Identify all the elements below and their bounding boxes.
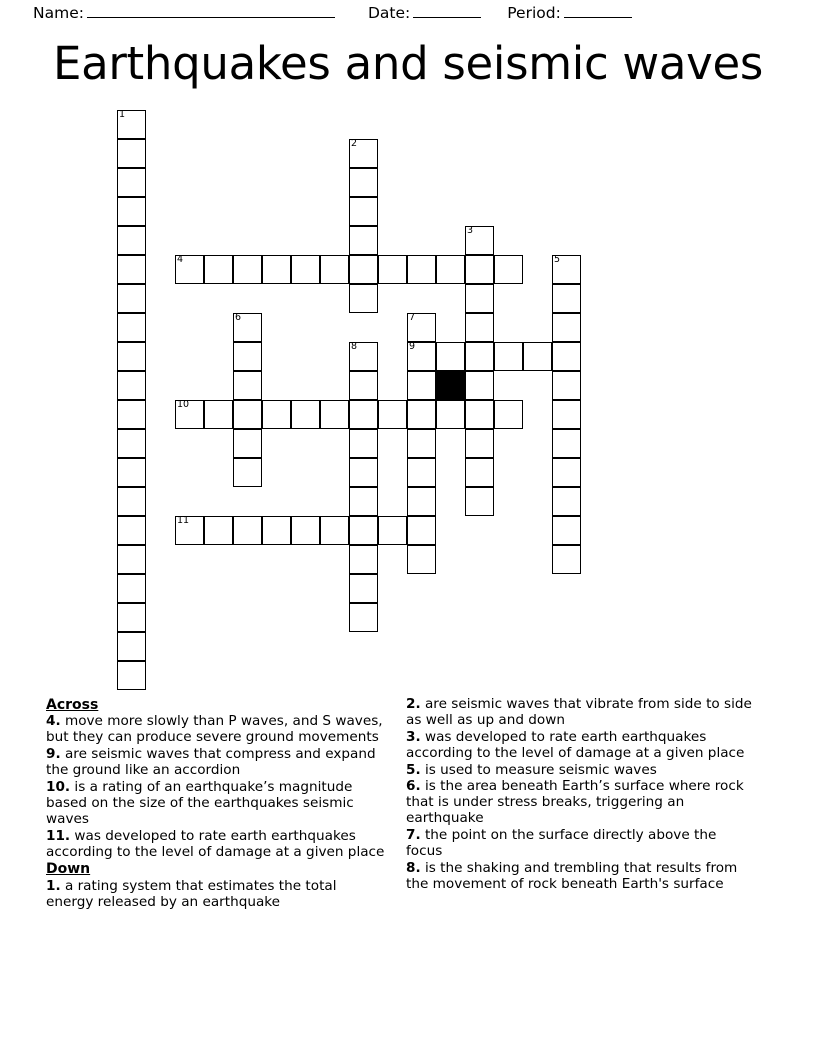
date-label: Date: [367, 4, 411, 22]
clue-number: 4. [46, 713, 61, 730]
grid-cell[interactable] [552, 429, 581, 458]
clue-number: 1. [46, 877, 61, 894]
clue-text: is the shaking and trembling that results from the movement of rock beneath Earth's surface [406, 859, 738, 892]
grid-cell[interactable] [552, 458, 581, 487]
grid-cell[interactable] [117, 255, 146, 284]
grid-cell[interactable] [349, 168, 378, 197]
grid-cell[interactable] [349, 400, 378, 429]
grid-cell-number: 2 [351, 138, 358, 149]
grid-cell-number: 1 [119, 109, 126, 120]
clue-number: 5. [406, 761, 421, 778]
clue-number: 2. [406, 696, 421, 712]
grid-cell-number: 6 [235, 312, 242, 323]
grid-cell[interactable] [320, 400, 349, 429]
clue-down-8 [406, 861, 756, 893]
grid-cell[interactable] [175, 400, 204, 429]
clue-across-10 [46, 780, 386, 828]
grid-cell[interactable] [465, 429, 494, 458]
grid-cell[interactable] [233, 516, 262, 545]
grid-cell[interactable] [407, 516, 436, 545]
page-title: Earthquakes and seismic waves [52, 37, 764, 90]
grid-cell[interactable] [349, 371, 378, 400]
down-clue-list-right [406, 697, 756, 893]
grid-cell[interactable] [204, 255, 233, 284]
clue-text: are seismic waves that vibrate from side to side as well as up and down [406, 696, 752, 728]
grid-cell[interactable] [117, 574, 146, 603]
grid-cell[interactable] [552, 313, 581, 342]
grid-cell[interactable] [465, 284, 494, 313]
clue-text: a rating system that estimates the total energy released by an earthquake [46, 877, 337, 910]
grid-cell[interactable] [436, 400, 465, 429]
grid-cell[interactable] [233, 429, 262, 458]
clue-text: move more slowly than P waves, and S waves, but they can produce severe ground movements [46, 713, 383, 746]
clue-down-3 [406, 730, 756, 762]
grid-cell[interactable] [465, 255, 494, 284]
clue-text: was developed to rate earth earthquakes according to the level of damage at a given place [46, 827, 385, 860]
grid-cell-number: 4 [177, 254, 184, 265]
grid-cell[interactable] [262, 516, 291, 545]
name-label: Name: [33, 4, 84, 22]
grid-cell[interactable] [117, 458, 146, 487]
grid-cell[interactable] [494, 400, 523, 429]
grid-cell[interactable] [320, 255, 349, 284]
grid-cell[interactable] [465, 226, 494, 255]
grid-cell[interactable] [349, 458, 378, 487]
clue-text: are seismic waves that compress and expand the ground like an accordion [46, 746, 376, 779]
grid-cell[interactable] [349, 429, 378, 458]
grid-cell[interactable] [233, 458, 262, 487]
grid-cell[interactable] [117, 429, 146, 458]
grid-cell[interactable] [436, 342, 465, 371]
period-label: Period: [507, 4, 561, 22]
grid-cell[interactable] [349, 545, 378, 574]
grid-cell-number: 9 [409, 341, 416, 352]
grid-cell[interactable] [117, 487, 146, 516]
clue-number: 7. [406, 827, 421, 844]
grid-cell[interactable] [407, 545, 436, 574]
grid-cell[interactable] [175, 516, 204, 545]
grid-cell[interactable] [465, 313, 494, 342]
grid-cell[interactable] [262, 400, 291, 429]
grid-cell[interactable] [407, 400, 436, 429]
grid-cell[interactable] [552, 371, 581, 400]
clue-down-6 [406, 779, 756, 827]
grid-cell[interactable] [117, 110, 146, 139]
down-clue-list-left [46, 879, 386, 911]
clue-text: is a rating of an earthquake’s magnitude based on the size of the earthquakes seismic waves [46, 778, 354, 827]
grid-cell[interactable] [320, 516, 349, 545]
clues-right-column [406, 697, 756, 894]
grid-cell[interactable] [233, 255, 262, 284]
grid-cell[interactable] [117, 226, 146, 255]
clue-number: 6. [406, 778, 421, 795]
grid-cell[interactable] [291, 516, 320, 545]
grid-cell[interactable] [233, 313, 262, 342]
grid-cell[interactable] [204, 400, 233, 429]
grid-cell[interactable] [117, 603, 146, 632]
grid-cell[interactable] [465, 487, 494, 516]
grid-cell[interactable] [378, 516, 407, 545]
grid-cell[interactable] [465, 400, 494, 429]
clue-text: is used to measure seismic waves [420, 761, 657, 778]
grid-cell-blocked [436, 371, 465, 400]
grid-cell[interactable] [117, 400, 146, 429]
grid-cell[interactable] [552, 400, 581, 429]
clues-left-column [46, 697, 386, 912]
clue-down-7 [406, 828, 756, 860]
grid-cell[interactable] [349, 139, 378, 168]
grid-cell[interactable] [349, 226, 378, 255]
grid-cell[interactable] [233, 371, 262, 400]
grid-cell[interactable] [349, 516, 378, 545]
grid-cell[interactable] [117, 371, 146, 400]
grid-cell[interactable] [465, 458, 494, 487]
grid-cell[interactable] [552, 255, 581, 284]
grid-cell-number: 7 [409, 312, 416, 323]
clue-across-9 [46, 747, 386, 779]
grid-cell[interactable] [233, 400, 262, 429]
grid-cell[interactable] [349, 487, 378, 516]
grid-cell[interactable] [436, 255, 465, 284]
grid-cell[interactable] [117, 632, 146, 661]
clue-across-11 [46, 829, 386, 861]
grid-cell[interactable] [117, 545, 146, 574]
grid-cell[interactable] [494, 342, 523, 371]
grid-cell[interactable] [465, 371, 494, 400]
clue-across-4 [46, 714, 386, 746]
grid-cell[interactable] [233, 342, 262, 371]
grid-cell[interactable] [117, 168, 146, 197]
grid-cell[interactable] [552, 284, 581, 313]
grid-cell[interactable] [117, 661, 146, 690]
grid-cell[interactable] [523, 342, 552, 371]
grid-cell[interactable] [378, 255, 407, 284]
grid-cell[interactable] [117, 197, 146, 226]
grid-cell-number: 10 [177, 399, 190, 410]
grid-cell[interactable] [494, 255, 523, 284]
clue-down-2 [406, 697, 756, 729]
clue-text: was developed to rate earth earthquakes according to the level of damage at a given place [406, 728, 745, 761]
grid-cell[interactable] [117, 139, 146, 168]
grid-cell[interactable] [552, 545, 581, 574]
grid-cell[interactable] [465, 342, 494, 371]
grid-cell[interactable] [291, 255, 320, 284]
clue-number: 3. [406, 728, 421, 745]
clue-down-5 [406, 763, 756, 779]
grid-cell[interactable] [117, 313, 146, 342]
down-heading: Down [46, 861, 91, 878]
clue-down-1 [46, 879, 386, 911]
grid-cell[interactable] [407, 255, 436, 284]
clue-text: is the area beneath Earth’s surface where rock that is under stress breaks, triggering an earthquake [406, 778, 744, 827]
grid-cell[interactable] [407, 313, 436, 342]
clue-number: 8. [406, 859, 421, 876]
grid-cell[interactable] [349, 603, 378, 632]
clue-number: 10. [46, 778, 71, 795]
grid-cell[interactable] [552, 487, 581, 516]
grid-cell[interactable] [175, 255, 204, 284]
grid-cell[interactable] [407, 342, 436, 371]
grid-cell[interactable] [552, 342, 581, 371]
grid-cell-number: 8 [351, 341, 358, 352]
grid-cell-number: 5 [554, 254, 561, 265]
grid-cell[interactable] [117, 342, 146, 371]
grid-cell[interactable] [204, 516, 233, 545]
clue-text: the point on the surface directly above the focus [406, 827, 717, 860]
across-clue-list [46, 714, 386, 860]
grid-cell[interactable] [291, 400, 320, 429]
grid-cell-number: 11 [177, 515, 190, 526]
clue-number: 9. [46, 746, 61, 763]
grid-cell[interactable] [349, 342, 378, 371]
grid-cell[interactable] [407, 371, 436, 400]
grid-cell[interactable] [262, 255, 291, 284]
grid-cell-number: 3 [467, 225, 474, 236]
grid-cell[interactable] [349, 574, 378, 603]
grid-cell[interactable] [378, 400, 407, 429]
grid-cell[interactable] [349, 255, 378, 284]
grid-cell[interactable] [407, 458, 436, 487]
grid-cell[interactable] [407, 429, 436, 458]
grid-cell[interactable] [117, 516, 146, 545]
grid-cell[interactable] [349, 197, 378, 226]
grid-cell[interactable] [349, 284, 378, 313]
grid-cell[interactable] [117, 284, 146, 313]
across-heading: Across [46, 697, 99, 713]
grid-cell[interactable] [407, 487, 436, 516]
clue-number: 11. [46, 827, 71, 844]
grid-cell[interactable] [552, 516, 581, 545]
